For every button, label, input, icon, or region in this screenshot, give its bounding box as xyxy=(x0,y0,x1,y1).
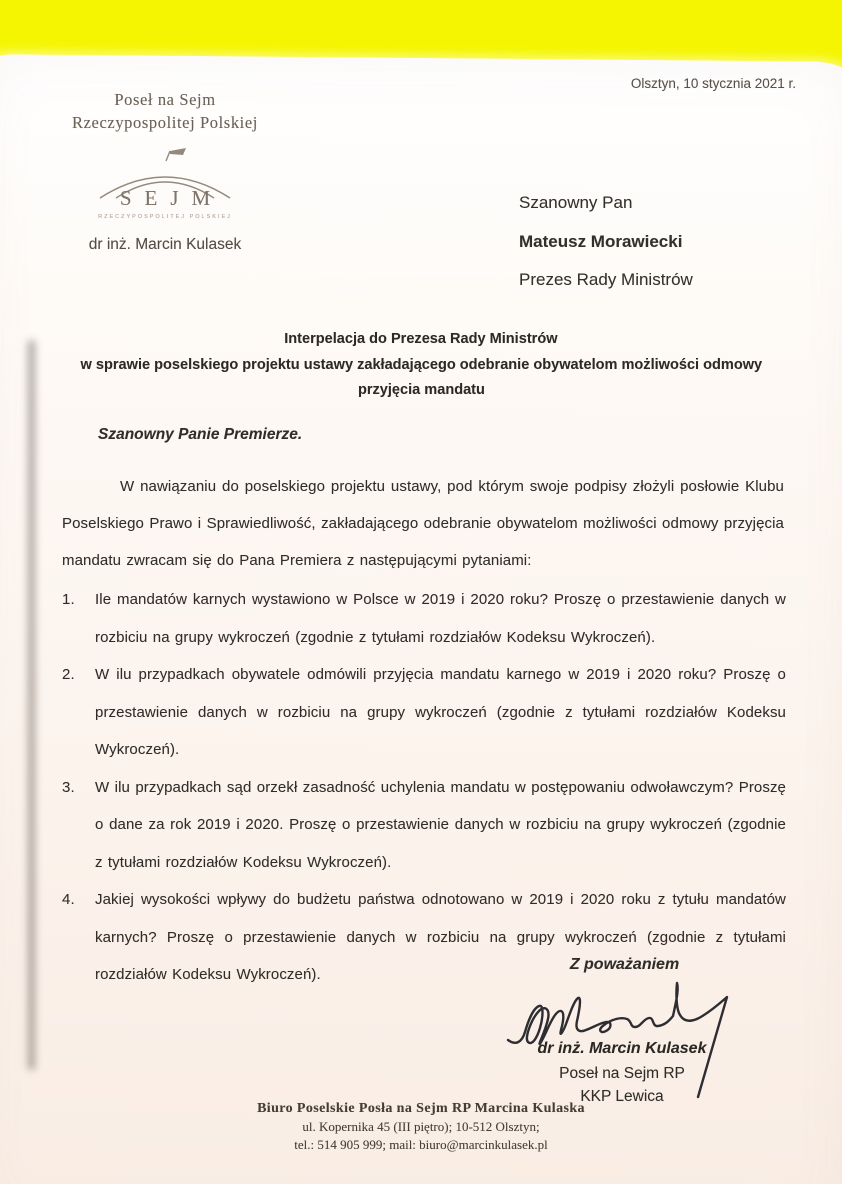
list-item-text: W ilu przypadkach sąd orzekł zasadność uchylenia mandatu w postępowaniu odwoławczym? Proszę o dane za rok 2019 i 2020. Proszę o przestawienie danych w rozbiciu na grupy wykroczeń (zgodnie z tytułami rozdziałów Kodeksu Wykroczeń). xyxy=(95,778,786,871)
list-item-text: W ilu przypadkach obywatele odmówili przyjęcia mandatu karnego w 2019 i 2020 roku? Proszę o przestawienie danych w rozbiciu na grupy wykroczeń (zgodnie z tytułami rozdziałów Kodeksu Wykroczeń). xyxy=(95,666,786,758)
subject-heading xyxy=(0,326,842,403)
intro-paragraph: W nawiązaniu do poselskiego projektu ustawy, pod którym swoje podpisy złożyli posłowie Klubu Poselskiego Prawo i Sprawiedliwość, zakładającego odebranie obywatelom możliwości odmowy przyjęcia mandatu zwracam się do Pana Premiera z następującymi pytaniami: xyxy=(62,478,784,569)
questions-list xyxy=(62,581,786,994)
letterhead-office xyxy=(52,88,278,134)
signer-club: KKP Lewica xyxy=(580,1088,664,1105)
list-item xyxy=(62,769,786,882)
date-line: Olsztyn, 10 stycznia 2021 r. xyxy=(630,76,796,91)
list-item-number: 3. xyxy=(62,778,75,796)
list-item xyxy=(62,881,786,994)
addressee-name: Mateusz Morawiecki xyxy=(519,231,683,251)
list-item-number: 2. xyxy=(62,666,75,683)
signer-name: dr inż. Marcin Kulasek xyxy=(537,1040,707,1057)
office-footer xyxy=(0,1101,842,1153)
subject-line1: Interpelacja do Prezesa Rady Ministrów xyxy=(284,330,558,347)
sejm-logo-caption: RZECZYPOSPOLITEJ POLSKIEJ xyxy=(98,214,232,220)
deputy-name: dr inż. Marcin Kulasek xyxy=(88,236,242,253)
list-item-text: Jakiej wysokości wpływy do budżetu państwa odnotowano w 2019 i 2020 roku z tytułu mandatów karnych? Proszę o przestawienie danych w rozbiciu na grupy wykroczeń (zgodnie z tytułami rozdziałów Kodeksu Wykroczeń). xyxy=(95,891,786,983)
footer-contact: tel.: 514 905 999; mail: biuro@marcinkulasek.pl xyxy=(294,1137,548,1152)
footer-address: ul. Kopernika 45 (III piętro); 10-512 Olsztyn; xyxy=(302,1119,540,1134)
list-item-text: Ile mandatów karnych wystawiono w Polsce w 2019 i 2020 roku? Proszę o przestawienie danych w rozbiciu na grupy wykroczeń (zgodnie z tytułami rozdziałów Kodeksu Wykroczeń). xyxy=(95,591,786,646)
list-item xyxy=(62,581,786,656)
footer-office-name: Biuro Poselskie Posła na Sejm RP Marcina Kulaska xyxy=(257,1101,585,1116)
subject-line3: przyjęcia mandatu xyxy=(357,381,485,398)
list-item-number: 1. xyxy=(62,591,75,608)
list-item-number: 4. xyxy=(62,891,75,908)
addressee-salutation: Szanowny Pan xyxy=(519,193,633,212)
subject-line2: w sprawie poselskiego projektu ustawy zakładającego odebranie obywatelom możliwości odmowy xyxy=(80,355,762,373)
signer-role: Poseł na Sejm RP xyxy=(559,1065,685,1082)
closing-phrase: Z poważaniem xyxy=(569,956,680,973)
greeting-line: Szanowny Panie Premierze. xyxy=(98,426,303,443)
letterhead-office-line2: Rzeczypospolitej Polskiej xyxy=(72,113,258,132)
addressee-block xyxy=(519,184,693,300)
letterhead xyxy=(52,88,278,254)
sejm-logo xyxy=(52,148,278,220)
list-item xyxy=(62,656,786,769)
letterhead-office-line1: Poseł na Sejm xyxy=(114,90,216,109)
addressee-title: Prezes Rady Ministrów xyxy=(519,270,693,289)
sejm-logo-text: SEJM xyxy=(119,186,224,210)
